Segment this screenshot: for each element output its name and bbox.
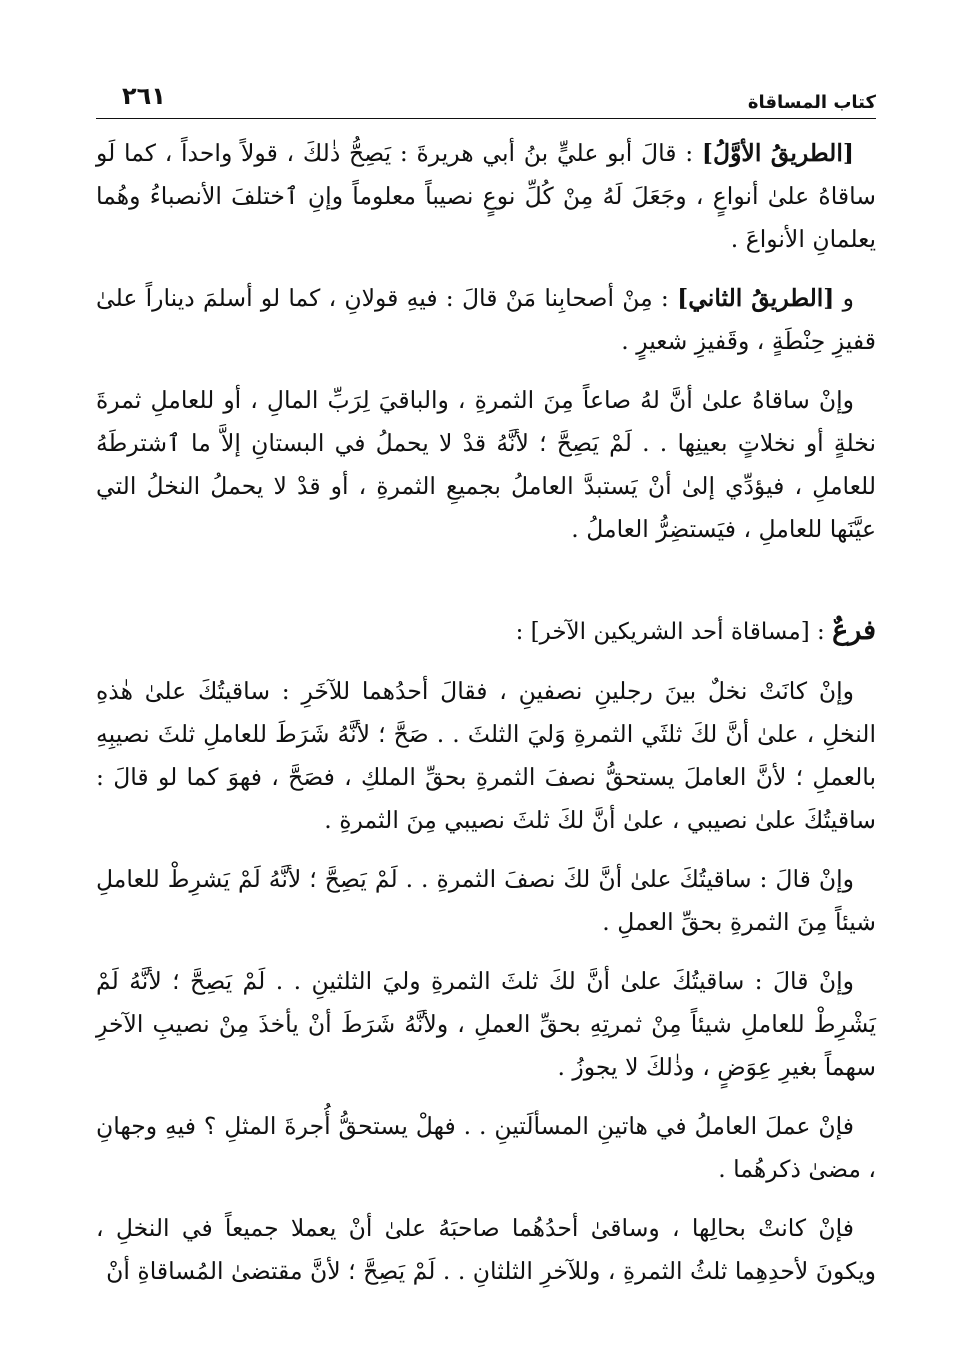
- page-body: [96, 132, 876, 1309]
- paragraph-first-method: [96, 132, 876, 261]
- section-heading-word: فرعٌ: [832, 615, 876, 646]
- paragraph-measure-condition: وإنْ ساقاهُ علىٰ أنَّ لهُ صاعاً مِنَ الثمرةِ ، والباقيَ لِرَبِّ المالِ ، أو للعاملِ ثمرةَ نخلةٍ أو نخلاتٍ بعينِها . . لَمْ يَصِحَّ ؛ لأنَّهُ قدْ لا يحملُ في البستانِ إلاَّ ما ٱشترطَهُ للعاملِ ، فيؤدِّي إلىٰ أنْ يَستبدَّ العاملُ بجميعِ الثمرةِ ، أو قدْ لا يحملُ النخلُ التي عيَّنَها للعاملِ ، فيَستضِرُّ العاملُ .: [96, 386, 876, 543]
- second-method-prefix: و: [834, 284, 854, 312]
- first-method-label: [الطريقُ الأوَّلُ]: [701, 139, 854, 167]
- running-title: كتاب المساقاة: [747, 92, 876, 113]
- second-method-text: : مِنْ أصحابِنا مَنْ قالَ : فيهِ قولانِ ، كما لو أسلمَ ديناراً علىٰ قفيزِ حِنْطَةٍ ، وقَفيزِ شعيرٍ .: [96, 284, 876, 355]
- paragraph-partners-case: وإنْ كانَتْ نخلٌ بينَ رجلينِ نصفينِ ، فقالَ أحدُهما للآخَرِ : ساقيتُكَ علىٰ هٰذهِ النخلِ ، علىٰ أنَّ لكَ ثلثَي الثمرةِ وَليَ الثلثَ . . صَحَّ ؛ لأنَّهُ شَرَطَ للعاملِ ثلثَ نصيبِهِ بالعملِ ؛ لأنَّ العاملَ يستحقُّ نصفَ الثمرةِ بحقِّ الملكِ ، فصَحَّ ، فهوَ كما لو قالَ : ساقيتُكَ علىٰ نصيبي ، علىٰ أنَّ لكَ ثلثَ نصيبي مِنَ الثمرةِ .: [96, 677, 876, 834]
- page-number: ٢٦١: [122, 82, 166, 110]
- second-method-label: [الطريقُ الثاني]: [677, 284, 835, 312]
- paragraph-second-method: [96, 277, 876, 363]
- paragraph-joint-work: فإنْ كانتْ بحالِها ، وساقىٰ أحدُهُما صاحبَهُ علىٰ أنْ يعملا جميعاً في النخلِ ، ويكونَ لأحدِهِما ثلثُ الثمرةِ ، وللآخرِ الثلثانِ . . لَمْ يَصِحَّ ؛ لأنَّ مقتضىٰ المُساقاةِ أنْ: [96, 1214, 876, 1285]
- paragraph-wage-question: فإنْ عملَ العاملُ في هاتينِ المسألَتينِ . . فهلْ يستحقُّ أُجرةَ المثلِ ؟ فيهِ وجهانِ ، مضىٰ ذكرهُما .: [96, 1112, 876, 1183]
- page-header: [96, 72, 876, 119]
- paragraph-third-share: وإنْ قالَ : ساقيتُكَ علىٰ أنَّ لكَ ثلثَ الثمرةِ وليَ الثلثينِ . . لَمْ يَصِحَّ ؛ لأنَّهُ لَمْ يَشْرِطْ للعاملِ شيئاً مِنْ ثمرتِهِ بحقِّ العملِ ، ولأنَّهُ شَرَطَ أنْ يأخذَ مِنْ نصيبِ الآخرِ سهماً بغيرِ عِوَضٍ ، وذٰلكَ لا يجوزُ .: [96, 967, 876, 1081]
- section-heading-title: : [مساقاة أحد الشريكين الآخر] :: [515, 619, 833, 645]
- section-heading: [96, 609, 876, 654]
- first-method-text: : قالَ أبو عليٍّ بنُ أبي هريرةَ : يَصِحُّ ذٰلكَ ، قولاً واحداً ، كما لَو ساقاهُ علىٰ أنواعٍ ، وجَعَلَ لَهُ مِنْ كُلِّ نوعٍ نصيباً معلوماً وإنِ ٱختلفَ الأنصباءُ وهُما يعلمانِ الأنواعَ .: [96, 139, 876, 253]
- paragraph-half-share: وإنْ قالَ : ساقيتُكَ علىٰ أنَّ لكَ نصفَ الثمرةِ . . لَمْ يَصِحَّ ؛ لأنَّهُ لَمْ يَشرِطْ للعاملِ شيئاً مِنَ الثمرةِ بحقِّ العملِ .: [96, 865, 876, 936]
